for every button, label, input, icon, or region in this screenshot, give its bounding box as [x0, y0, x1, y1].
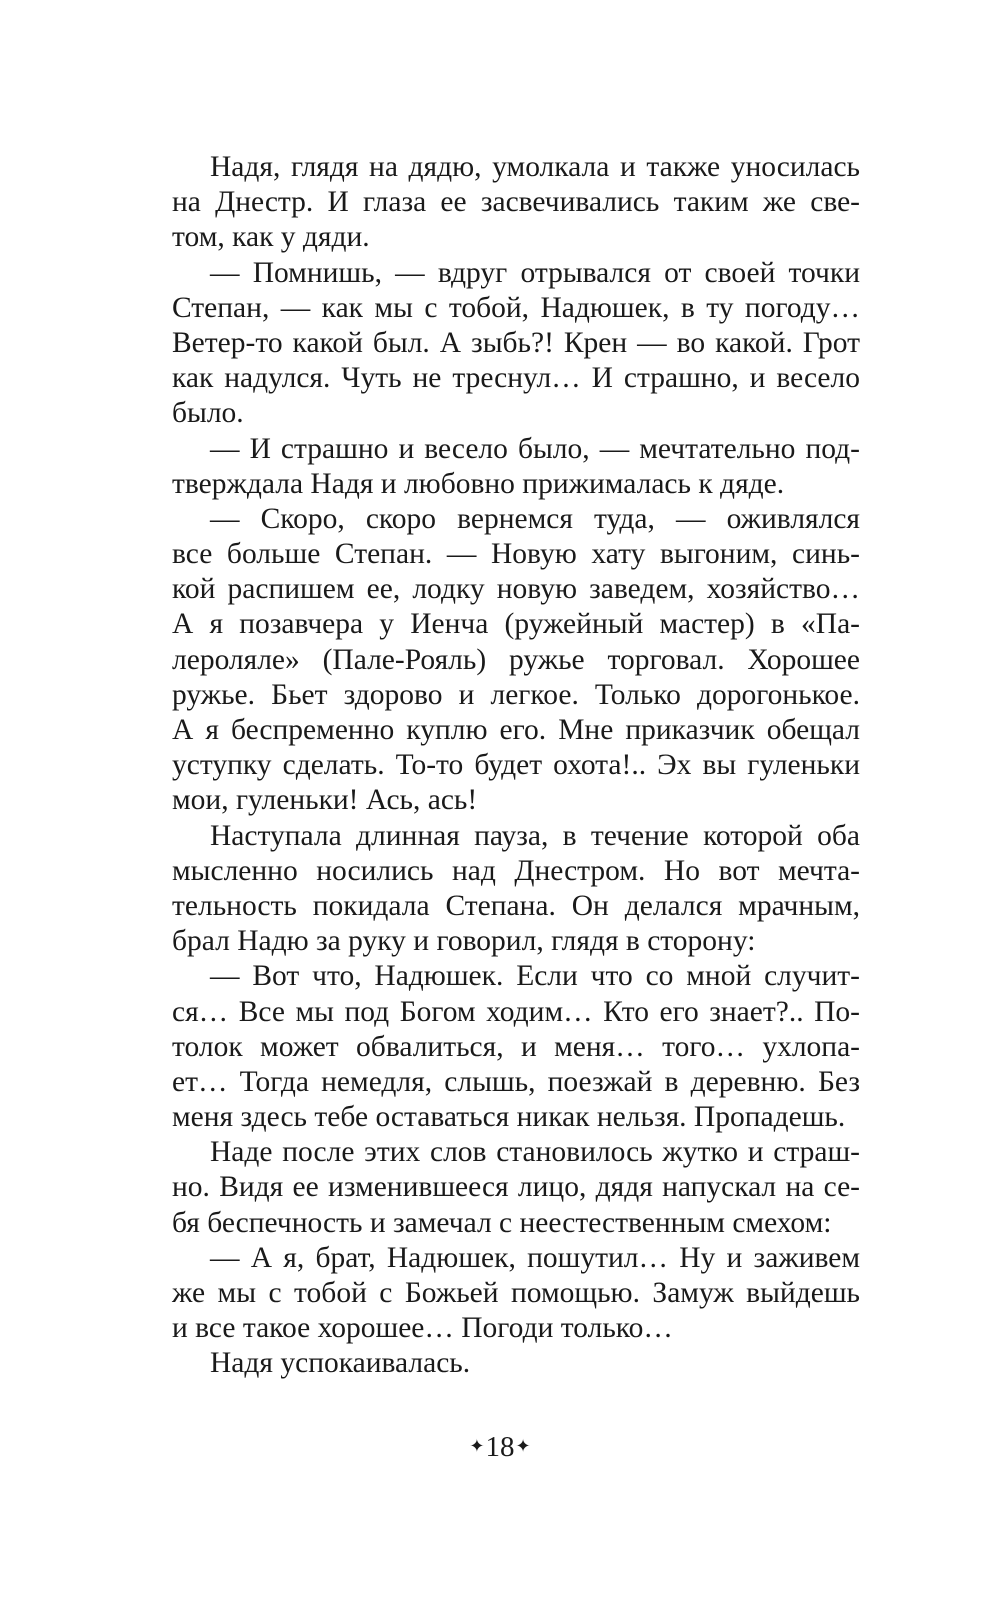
paragraph — [172, 502, 860, 819]
text-line: — Вот что, Надюшек. Если что со мной случит- — [210, 960, 860, 993]
text-line: Надя, глядя на дядю, умолкала и также уносилась — [210, 151, 860, 183]
text-line: брал Надю за руку и говорил, глядя в сторону: — [172, 925, 756, 958]
text-line: том, как у дяди. — [172, 221, 370, 254]
page-number-value: 18 — [485, 1431, 515, 1463]
text-line: А я позавчера у Иенча (ружейный мастер) в «Па- — [172, 608, 860, 641]
text-line: меня здесь тебе оставаться никак нельзя. Пропадешь. — [172, 1101, 846, 1134]
text-line: ся… Все мы под Богом ходим… Кто его знает?.. По- — [172, 995, 860, 1028]
text-line: Наступала длинная пауза, в течение которой оба — [210, 819, 860, 852]
text-line: как надулся. Чуть не треснул… И страшно, и весело — [172, 362, 860, 395]
paragraph — [172, 959, 860, 1135]
text-line: Степан, — как мы с тобой, Надюшек, в ту погоду… — [172, 291, 860, 324]
text-line: Ветер-то какой был. А зыбь?! Крен — во какой. Грот — [172, 326, 860, 359]
text-line: — Помнишь, — вдруг отрывался от своей точки — [210, 256, 860, 289]
text-line: тверждала Надя и любовно прижималась к дяде. — [172, 467, 785, 500]
text-line: — Скоро, скоро вернемся туда, — оживлялся — [210, 502, 860, 535]
text-line: кой распишем ее, лодку новую заведем, хозяйство… — [172, 573, 860, 606]
text-line: лероляле» (Пале-Рояль) ружье торговал. Хорошее — [172, 643, 860, 676]
paragraph — [172, 256, 860, 432]
paragraph — [172, 1135, 860, 1241]
text-line: но. Видя ее изменившееся лицо, дядя напускал на се- — [172, 1171, 860, 1204]
page-number — [0, 1431, 1000, 1464]
text-line: уступку сделать. То-то будет охота!.. Эх вы гуленьки — [172, 749, 860, 782]
text-line: и все такое хорошее… Погоди только… — [172, 1312, 673, 1345]
text-line: мысленно носились над Днестром. Но вот мечта- — [172, 854, 860, 887]
ornament-right-icon: ✦ — [515, 1436, 531, 1456]
paragraph — [172, 1346, 860, 1381]
text-line: бя беспечность и замечал с неестественным смехом: — [172, 1206, 832, 1239]
text-line: Надя успокаивалась. — [210, 1347, 471, 1380]
text-line: ружье. Бьет здорово и легкое. Только дорогонькое. — [172, 678, 860, 711]
body-text — [172, 150, 860, 1382]
paragraph — [172, 819, 860, 960]
text-line: — А я, брат, Надюшек, пошутил… Ну и заживем — [210, 1241, 860, 1274]
text-line: А я беспременно куплю его. Мне приказчик обещал — [172, 714, 860, 746]
text-line: на Днестр. И глаза ее засвечивались таким же све- — [172, 186, 860, 219]
text-line: было. — [172, 397, 244, 430]
paragraph — [172, 432, 860, 502]
text-line: Наде после этих слов становилось жутко и страш- — [210, 1136, 860, 1169]
ornament-left-icon: ✦ — [469, 1436, 485, 1456]
text-line: — И страшно и весело было, — мечтательно под- — [210, 432, 860, 465]
paragraph — [172, 1241, 860, 1347]
text-line: толок может обвалиться, и меня… того… ухлопа- — [172, 1030, 860, 1063]
text-line: мои, гуленьки! Ась, ась! — [172, 784, 478, 817]
paragraph — [172, 150, 860, 256]
text-line: все больше Степан. — Новую хату выгоним, синь- — [172, 538, 860, 571]
text-line: тельность покидала Степана. Он делался мрачным, — [172, 889, 860, 922]
text-line: же мы с тобой с Божьей помощью. Замуж выйдешь — [172, 1277, 860, 1309]
text-line: ет… Тогда немедля, слышь, поезжай в деревню. Без — [172, 1065, 860, 1098]
